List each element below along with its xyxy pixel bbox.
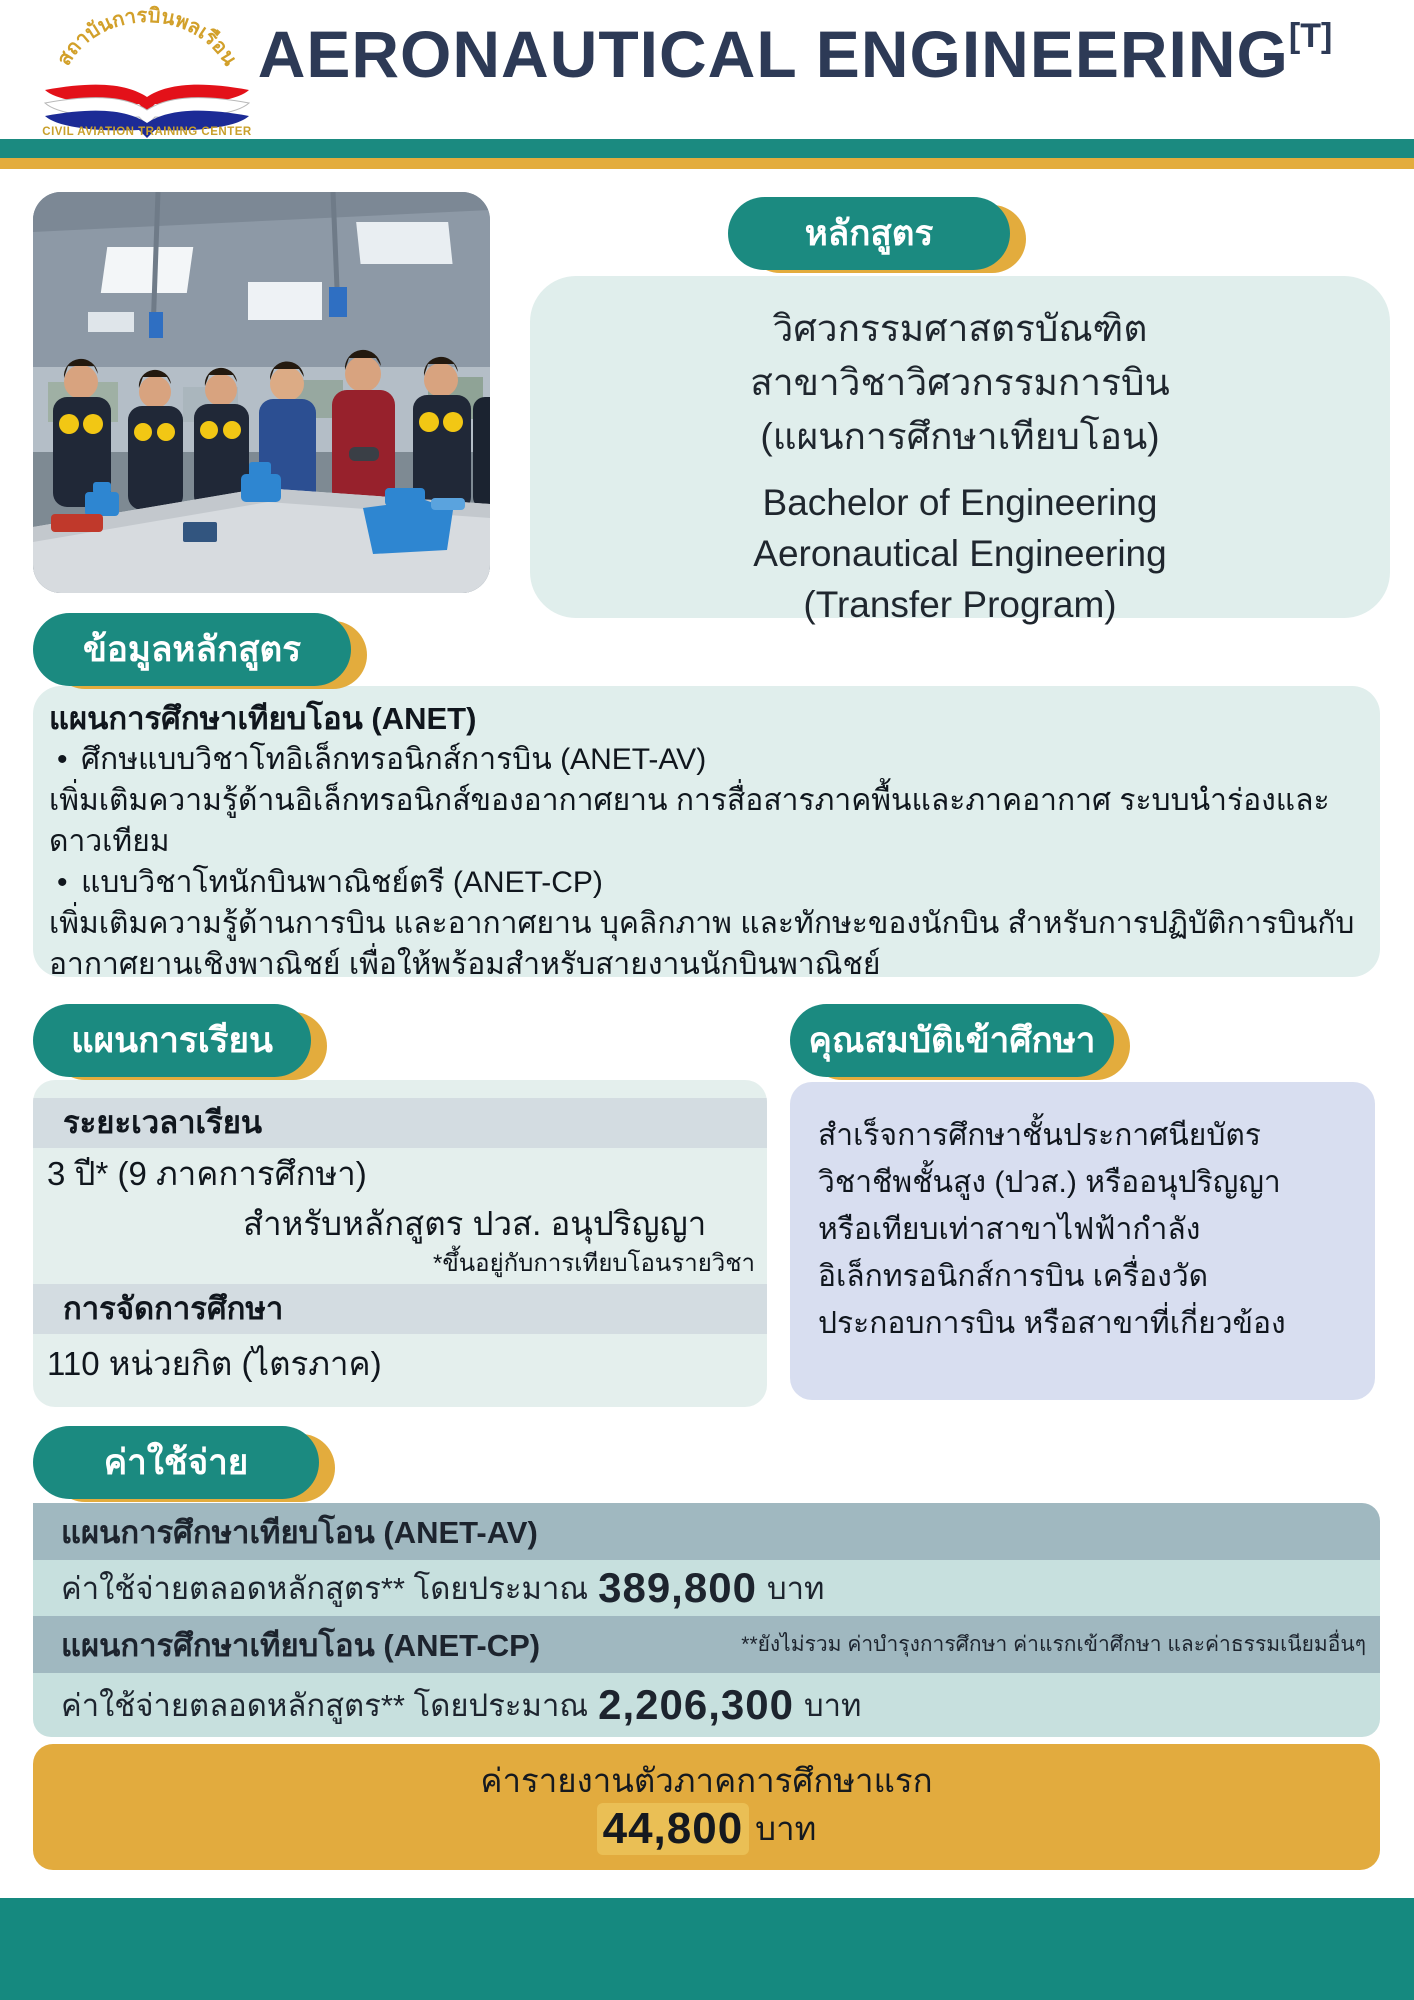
qualification-line: อิเล็กทรอนิกส์การบิน เครื่องวัด	[818, 1260, 1209, 1293]
study-plan-box	[33, 1080, 767, 1407]
info-pill	[33, 613, 351, 686]
management-label: การจัดการศึกษา	[33, 1284, 767, 1334]
fees-pill-label: ค่าใช้จ่าย	[33, 1426, 319, 1499]
info-paragraph: เพิ่มเติมความรู้ด้านการบิน และอากาศยาน บุคลิกภาพ และทักษะของนักบิน สำหรับการปฏิบัติการบินกับ	[49, 907, 1355, 940]
first-term-amount: 44,800	[597, 1803, 750, 1855]
gold-divider-bar	[0, 158, 1414, 169]
program-english-line: (Transfer Program)	[803, 584, 1117, 625]
workshop-photo-illustration	[33, 192, 490, 593]
qualification-line: หรือเทียบเท่าสาขาไฟฟ้ากำลัง	[818, 1213, 1201, 1246]
program-english-line: Aeronautical Engineering	[753, 533, 1167, 574]
management-value: 110 หน่วยกิต (ไตรภาค)	[47, 1345, 382, 1382]
fee-plan-name: แผนการศึกษาเทียบโอน (ANET-CP)	[61, 1627, 541, 1663]
fee-row	[33, 1673, 1380, 1737]
study-plan-pill	[33, 1004, 311, 1077]
duration-subvalue: สำหรับหลักสูตร ปวส. อนุปริญญา	[243, 1205, 707, 1242]
fee-plan-header	[33, 1503, 1380, 1560]
info-paragraph: ดาวเทียม	[49, 825, 170, 858]
logo-caption: CIVIL AVIATION TRAINING CENTER	[42, 126, 252, 138]
page-title	[225, 16, 1365, 92]
fee-unit: บาท	[803, 1688, 862, 1723]
fee-plan-name: แผนการศึกษาเทียบโอน (ANET-AV)	[61, 1514, 538, 1550]
qualification-line: ประกอบการบิน หรือสาขาที่เกี่ยวข้อง	[818, 1307, 1286, 1340]
fee-amount: 389,800	[598, 1564, 757, 1611]
program-thai-line: วิศวกรรมศาสตรบัณฑิต	[772, 308, 1148, 349]
page-title-text: AERONAUTICAL ENGINEERING	[257, 17, 1289, 91]
qualification-pill	[790, 1004, 1114, 1077]
fee-label: ค่าใช้จ่ายตลอดหลักสูตร** โดยประมาณ	[61, 1688, 589, 1723]
teal-divider-bar	[0, 139, 1414, 158]
qualification-pill-label: คุณสมบัติเข้าศึกษา	[790, 1004, 1114, 1077]
fee-unit: บาท	[766, 1571, 825, 1606]
duration-note: *ขึ้นอยู่กับการเทียบโอนรายวิชา	[433, 1250, 755, 1277]
program-english-line: Bachelor of Engineering	[762, 482, 1158, 523]
duration-label: ระยะเวลาเรียน	[33, 1098, 767, 1148]
program-thai-line: สาขาวิชาวิศวกรรมการบิน	[750, 362, 1170, 403]
program-pill-label: หลักสูตร	[728, 197, 1010, 270]
info-paragraph: อากาศยานเชิงพาณิชย์ เพื่อให้พร้อมสำหรับสายงานนักบินพาณิชย์	[49, 948, 881, 981]
info-pill-label: ข้อมูลหลักสูตร	[33, 613, 351, 686]
program-thai-line: (แผนการศึกษาเทียบโอน)	[760, 416, 1160, 457]
fee-amount: 2,206,300	[598, 1681, 794, 1728]
fees-pill	[33, 1426, 319, 1499]
first-term-amount-line	[597, 1803, 817, 1855]
logo-arc-text: สถาบันการบินพลเรือน	[53, 4, 241, 70]
study-plan-pill-label: แผนการเรียน	[33, 1004, 311, 1077]
fee-row	[33, 1560, 1380, 1616]
first-term-unit: บาท	[755, 1810, 817, 1847]
fee-plan-header	[33, 1616, 1380, 1673]
svg-text:สถาบันการบินพลเรือน	[53, 5, 241, 70]
info-paragraph: เพิ่มเติมความรู้ด้านอิเล็กทรอนิกส์ของอากาศยาน การสื่อสารภาคพื้นและภาคอากาศ ระบบนำร่องและ	[49, 784, 1330, 817]
info-bullet: • แบบวิชาโทนักบินพาณิชย์ตรี (ANET-CP)	[49, 862, 1364, 903]
info-heading: แผนการศึกษาเทียบโอน (ANET)	[49, 701, 477, 736]
students-workshop-photo	[33, 192, 490, 593]
first-term-label: ค่ารายงานตัวภาคการศึกษาแรก	[480, 1762, 933, 1799]
info-box	[33, 686, 1380, 981]
footer-band	[0, 1898, 1414, 2000]
qualification-line: สำเร็จการศึกษาชั้นประกาศนียบัตร	[818, 1119, 1261, 1152]
qualification-line: วิชาชีพชั้นสูง (ปวส.) หรืออนุปริญญา	[818, 1166, 1281, 1199]
fee-exclusion-note: **ยังไม่รวม ค่าบำรุงการศึกษา ค่าแรกเข้าศึกษา และค่าธรรมเนียมอื่นๆ	[741, 1633, 1366, 1656]
fee-label: ค่าใช้จ่ายตลอดหลักสูตร** โดยประมาณ	[61, 1571, 589, 1606]
qualification-box	[790, 1082, 1375, 1400]
program-box	[530, 276, 1390, 625]
program-pill	[728, 197, 1010, 270]
title-superscript: [T]	[1288, 17, 1333, 55]
fees-table	[33, 1503, 1380, 1737]
info-bullet: • ศึกษแบบวิชาโทอิเล็กทรอนิกส์การบิน (ANET-AV)	[49, 739, 1364, 780]
duration-value: 3 ปี* (9 ภาคการศึกษา)	[47, 1155, 367, 1192]
first-term-fee-box	[33, 1744, 1380, 1870]
